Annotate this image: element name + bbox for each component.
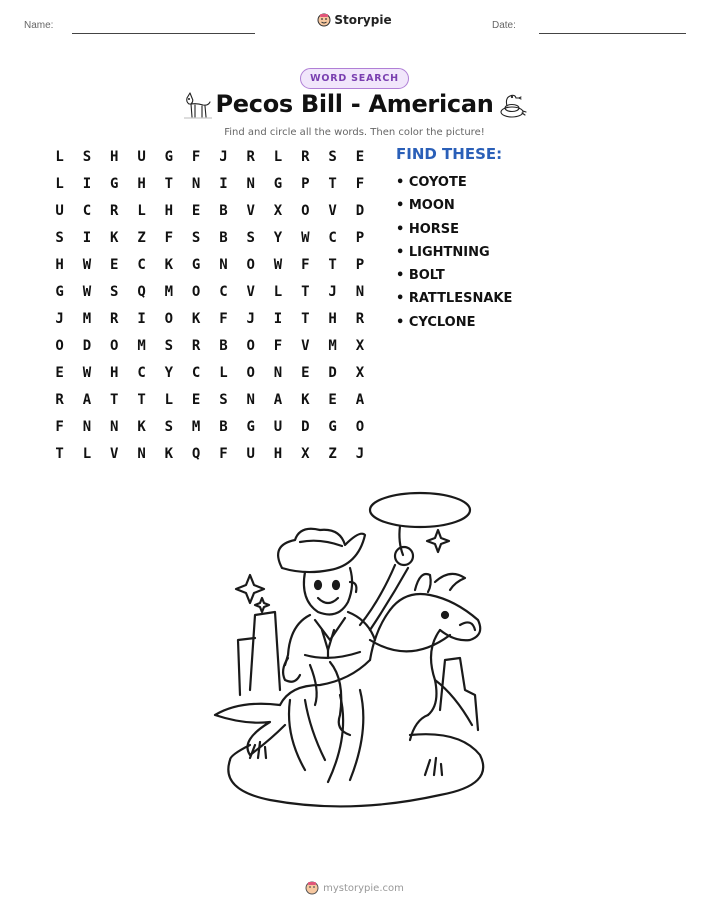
grid-letter[interactable]: O: [191, 283, 201, 300]
grid-letter[interactable]: X: [355, 364, 365, 381]
grid-letter[interactable]: J: [328, 283, 337, 300]
grid-row: [46, 332, 374, 359]
grid-letter[interactable]: N: [355, 283, 365, 300]
grid-letter[interactable]: K: [191, 310, 201, 327]
grid-letter[interactable]: F: [301, 256, 310, 273]
footer: [0, 880, 709, 899]
grid-letter[interactable]: E: [55, 364, 64, 381]
grid-letter[interactable]: F: [355, 175, 365, 192]
grid-letter[interactable]: M: [137, 337, 146, 354]
word-list-item: • RATTLESNAKE: [396, 291, 513, 307]
grid-letter[interactable]: G: [191, 256, 201, 273]
grid-letter[interactable]: W: [273, 256, 283, 273]
brand: [0, 12, 709, 31]
grid-letter[interactable]: L: [273, 148, 283, 165]
grid-letter[interactable]: H: [273, 445, 283, 462]
grid-row: [46, 440, 374, 467]
grid-letter[interactable]: S: [55, 229, 64, 246]
grid-letter[interactable]: F: [219, 445, 228, 462]
grid-letter[interactable]: Z: [137, 229, 146, 246]
grid-letter[interactable]: X: [273, 202, 283, 219]
grid-letter[interactable]: I: [137, 310, 146, 327]
grid-letter[interactable]: R: [246, 148, 255, 165]
grid-letter[interactable]: C: [328, 229, 337, 246]
grid-letter[interactable]: V: [246, 283, 255, 300]
grid-letter[interactable]: F: [55, 418, 64, 435]
grid-row: [46, 143, 374, 170]
grid-letter[interactable]: N: [191, 175, 201, 192]
grid-letter[interactable]: P: [355, 256, 365, 273]
word-list: [396, 145, 512, 334]
grid-letter[interactable]: X: [301, 445, 310, 462]
grid-letter[interactable]: U: [55, 202, 64, 219]
grid-letter[interactable]: W: [82, 364, 92, 381]
grid-letter[interactable]: T: [301, 310, 310, 327]
grid-letter[interactable]: T: [301, 283, 310, 300]
grid-letter[interactable]: L: [164, 391, 174, 408]
grid-letter[interactable]: L: [273, 283, 283, 300]
grid-letter[interactable]: A: [82, 391, 92, 408]
grid-letter[interactable]: I: [82, 229, 92, 246]
grid-letter[interactable]: J: [355, 445, 365, 462]
grid-letter[interactable]: B: [219, 337, 228, 354]
grid-letter[interactable]: V: [110, 445, 119, 462]
grid-letter[interactable]: S: [164, 337, 174, 354]
grid-letter[interactable]: T: [328, 256, 337, 273]
grid-letter[interactable]: L: [55, 148, 64, 165]
grid-letter[interactable]: W: [301, 229, 310, 246]
grid-letter[interactable]: N: [273, 364, 283, 381]
grid-letter[interactable]: X: [355, 337, 365, 354]
grid-letter[interactable]: Z: [328, 445, 337, 462]
grid-letter[interactable]: C: [219, 283, 228, 300]
grid-row: [46, 413, 374, 440]
grid-letter[interactable]: T: [110, 391, 119, 408]
grid-letter[interactable]: O: [301, 202, 310, 219]
word-list-item: • BOLT: [396, 268, 445, 284]
grid-letter[interactable]: T: [137, 391, 146, 408]
grid-letter[interactable]: E: [191, 391, 201, 408]
grid-letter[interactable]: K: [164, 256, 174, 273]
rattlesnake-icon: [497, 92, 527, 120]
grid-letter[interactable]: U: [246, 445, 255, 462]
grid-row: [46, 224, 374, 251]
grid-letter[interactable]: F: [191, 148, 201, 165]
grid-letter[interactable]: N: [246, 175, 255, 192]
name-label: Name:: [24, 20, 54, 31]
grid-letter[interactable]: A: [355, 391, 365, 408]
grid-letter[interactable]: T: [164, 175, 174, 192]
grid-row: [46, 305, 374, 332]
grid-letter[interactable]: R: [110, 310, 119, 327]
grid-letter[interactable]: M: [328, 337, 337, 354]
grid-letter[interactable]: C: [191, 364, 201, 381]
grid-letter[interactable]: C: [82, 202, 92, 219]
grid-letter[interactable]: N: [110, 418, 119, 435]
grid-letter[interactable]: I: [273, 310, 283, 327]
grid-letter[interactable]: N: [82, 418, 92, 435]
grid-letter[interactable]: W: [82, 256, 92, 273]
grid-letter[interactable]: G: [110, 175, 119, 192]
grid-letter[interactable]: O: [355, 418, 365, 435]
grid-letter[interactable]: O: [110, 337, 119, 354]
grid-letter[interactable]: J: [246, 310, 255, 327]
grid-letter[interactable]: I: [82, 175, 92, 192]
grid-row: [46, 278, 374, 305]
storypie-logo-icon: [317, 13, 331, 27]
grid-letter[interactable]: R: [301, 148, 310, 165]
word-list-item: • MOON: [396, 198, 455, 214]
grid-letter[interactable]: V: [301, 337, 310, 354]
grid-letter[interactable]: G: [55, 283, 64, 300]
word-list-item: • COYOTE: [396, 175, 467, 190]
grid-letter[interactable]: F: [219, 310, 228, 327]
grid-letter[interactable]: J: [219, 148, 228, 165]
grid-letter[interactable]: U: [273, 418, 283, 435]
grid-letter[interactable]: D: [301, 418, 310, 435]
word-list-item: • CYCLONE: [396, 314, 476, 330]
grid-letter[interactable]: R: [110, 202, 119, 219]
grid-letter[interactable]: W: [82, 283, 92, 300]
grid-letter[interactable]: S: [82, 148, 92, 165]
footer-url[interactable]: mystorypie.com: [323, 882, 404, 894]
grid-letter[interactable]: N: [137, 445, 146, 462]
grid-row: [46, 197, 374, 224]
grid-letter[interactable]: O: [246, 364, 255, 381]
grid-letter[interactable]: G: [273, 175, 283, 192]
grid-letter[interactable]: S: [191, 229, 201, 246]
grid-row: [46, 170, 374, 197]
grid-letter[interactable]: B: [219, 202, 228, 219]
grid-letter[interactable]: A: [273, 391, 283, 408]
grid-letter[interactable]: E: [328, 391, 337, 408]
grid-letter[interactable]: B: [219, 229, 228, 246]
grid-letter[interactable]: D: [328, 364, 337, 381]
grid-letter[interactable]: Y: [164, 364, 174, 381]
grid-row: [46, 251, 374, 278]
brand-name: Storypie: [334, 13, 392, 27]
grid-letter[interactable]: K: [164, 445, 174, 462]
grid-letter[interactable]: I: [219, 175, 228, 192]
grid-letter[interactable]: L: [55, 175, 64, 192]
grid-letter[interactable]: M: [164, 283, 174, 300]
grid-letter[interactable]: P: [355, 229, 365, 246]
grid-letter[interactable]: E: [301, 364, 310, 381]
grid-letter[interactable]: F: [164, 229, 174, 246]
grid-letter[interactable]: B: [219, 418, 228, 435]
grid-letter[interactable]: S: [246, 229, 255, 246]
grid-letter[interactable]: O: [55, 337, 64, 354]
grid-letter[interactable]: M: [191, 418, 201, 435]
grid-letter[interactable]: E: [355, 148, 365, 165]
cowboy-on-horse-with-lasso-illustration: [210, 490, 500, 850]
grid-letter[interactable]: J: [55, 310, 64, 327]
grid-letter[interactable]: Q: [137, 283, 146, 300]
grid-letter[interactable]: R: [55, 391, 64, 408]
word-list-item: • LIGHTNING: [396, 244, 490, 260]
grid-letter[interactable]: H: [55, 256, 64, 273]
grid-letter[interactable]: E: [191, 202, 201, 219]
grid-letter[interactable]: S: [164, 418, 174, 435]
grid-letter[interactable]: H: [137, 175, 146, 192]
grid-row: [46, 386, 374, 413]
instructions: Find and circle all the words. Then color the picture!: [224, 127, 485, 138]
grid-letter[interactable]: V: [246, 202, 255, 219]
grid-letter[interactable]: D: [82, 337, 92, 354]
grid-letter[interactable]: Q: [191, 445, 201, 462]
grid-letter[interactable]: H: [328, 310, 337, 327]
grid-letter[interactable]: S: [219, 391, 228, 408]
name-line[interactable]: [72, 33, 255, 34]
grid-letter[interactable]: O: [246, 337, 255, 354]
word-list-title: FIND THESE:: [396, 145, 503, 163]
grid-letter[interactable]: K: [137, 418, 146, 435]
storypie-footer-logo-icon: [305, 881, 319, 895]
grid-letter[interactable]: L: [219, 364, 228, 381]
grid-letter[interactable]: H: [110, 364, 119, 381]
grid-letter[interactable]: R: [191, 337, 201, 354]
grid-letter[interactable]: L: [137, 202, 146, 219]
grid-letter[interactable]: C: [137, 256, 146, 273]
date-line[interactable]: [539, 33, 686, 34]
grid-letter[interactable]: G: [164, 148, 174, 165]
date-label: Date:: [492, 20, 516, 31]
grid-letter[interactable]: T: [328, 175, 337, 192]
grid-letter[interactable]: O: [246, 256, 255, 273]
grid-letter[interactable]: C: [137, 364, 146, 381]
grid-letter[interactable]: K: [301, 391, 310, 408]
grid-letter[interactable]: M: [82, 310, 92, 327]
grid-letter[interactable]: U: [137, 148, 146, 165]
grid-letter[interactable]: R: [355, 310, 365, 327]
grid-letter[interactable]: N: [219, 256, 228, 273]
grid-letter[interactable]: P: [301, 175, 310, 192]
grid-letter[interactable]: F: [273, 337, 283, 354]
grid-letter[interactable]: T: [55, 445, 64, 462]
word-list-item: • HORSE: [396, 221, 460, 237]
grid-letter[interactable]: H: [110, 148, 119, 165]
grid-letter[interactable]: G: [328, 418, 337, 435]
grid-row: [46, 359, 374, 386]
grid-letter[interactable]: Y: [273, 229, 283, 246]
grid-letter[interactable]: S: [328, 148, 337, 165]
grid-letter[interactable]: E: [110, 256, 119, 273]
grid-letter[interactable]: L: [82, 445, 92, 462]
page-title: Pecos Bill - American: [215, 90, 494, 118]
grid-letter[interactable]: V: [328, 202, 337, 219]
grid-letter[interactable]: O: [164, 310, 174, 327]
grid-letter[interactable]: H: [164, 202, 174, 219]
grid-letter[interactable]: G: [246, 418, 255, 435]
grid-letter[interactable]: N: [246, 391, 255, 408]
grid-letter[interactable]: D: [355, 202, 365, 219]
grid-letter[interactable]: S: [110, 283, 119, 300]
grid-letter[interactable]: K: [110, 229, 119, 246]
word-search-badge: WORD SEARCH: [300, 68, 409, 89]
word-search-grid[interactable]: [46, 143, 374, 467]
